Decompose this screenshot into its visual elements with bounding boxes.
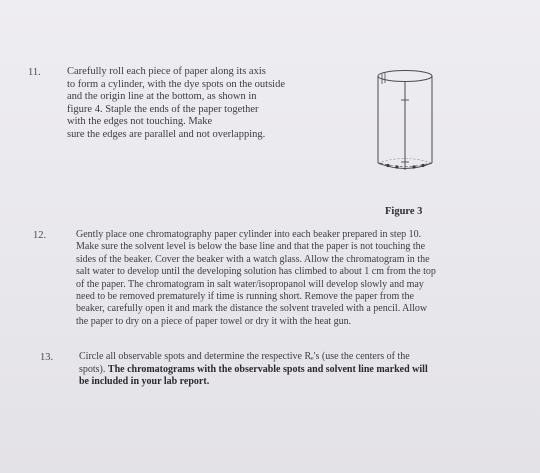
step-11-line: and the origin line at the bottom, as shown in xyxy=(67,91,257,103)
step-11-number: 11. xyxy=(28,67,41,78)
step-13-bold-line: be included in your lab report. xyxy=(79,376,210,388)
step-12-line: the paper to dry on a piece of paper towel or dry it with the heat gun. xyxy=(76,315,352,327)
step-13-bold-inline: The chromatograms with the observable spots and solvent line marked will xyxy=(107,363,428,375)
step-12-line: Gently place one chromatography paper cylinder into each beaker prepared in step 10. xyxy=(76,229,422,240)
step-13-number: 13. xyxy=(40,352,54,363)
paper-cylinder-diagram xyxy=(370,62,440,182)
step-11-line: sure the edges are parallel and not overlapping. xyxy=(67,128,266,140)
step-11-line: Carefully roll each piece of paper along its axis xyxy=(67,66,266,77)
step-13-text xyxy=(79,351,428,389)
step-11-line: with the edges not touching. Make xyxy=(67,116,213,128)
step-12-line: of the paper. The chromatogram in salt water/isopropanol will develop slowly and may xyxy=(76,278,424,290)
step-13-line: Circle all observable spots and determine the respective Rₑ's (use the centers of the xyxy=(79,351,410,362)
step-11-line: figure 4. Staple the ends of the paper together xyxy=(67,103,259,115)
step-12-line: Make sure the solvent level is below the base line and that the paper is not touching the xyxy=(76,241,426,253)
step-12-line: need to be removed prematurely if time is running short. Remove the paper from the xyxy=(76,291,414,303)
step-13-line xyxy=(79,364,428,377)
figure-caption: Figure 3 xyxy=(385,206,423,217)
step-12-text xyxy=(76,229,436,328)
step-13-plain: spots). xyxy=(79,363,108,375)
step-11-line: to form a cylinder, with the dye spots on the outside xyxy=(67,78,285,90)
step-11-text xyxy=(67,66,285,142)
step-12-line: salt water to develop until the developing solution has climbed to about 1 cm from the top xyxy=(76,266,436,278)
step-12-number: 12. xyxy=(33,230,47,241)
step-12-line: sides of the beaker. Cover the beaker with a watch glass. Allow the chromatogram in the xyxy=(76,253,430,265)
step-12-line: beaker, carefully open it and mark the distance the solvent traveled with a pencil. Allow xyxy=(76,303,428,315)
